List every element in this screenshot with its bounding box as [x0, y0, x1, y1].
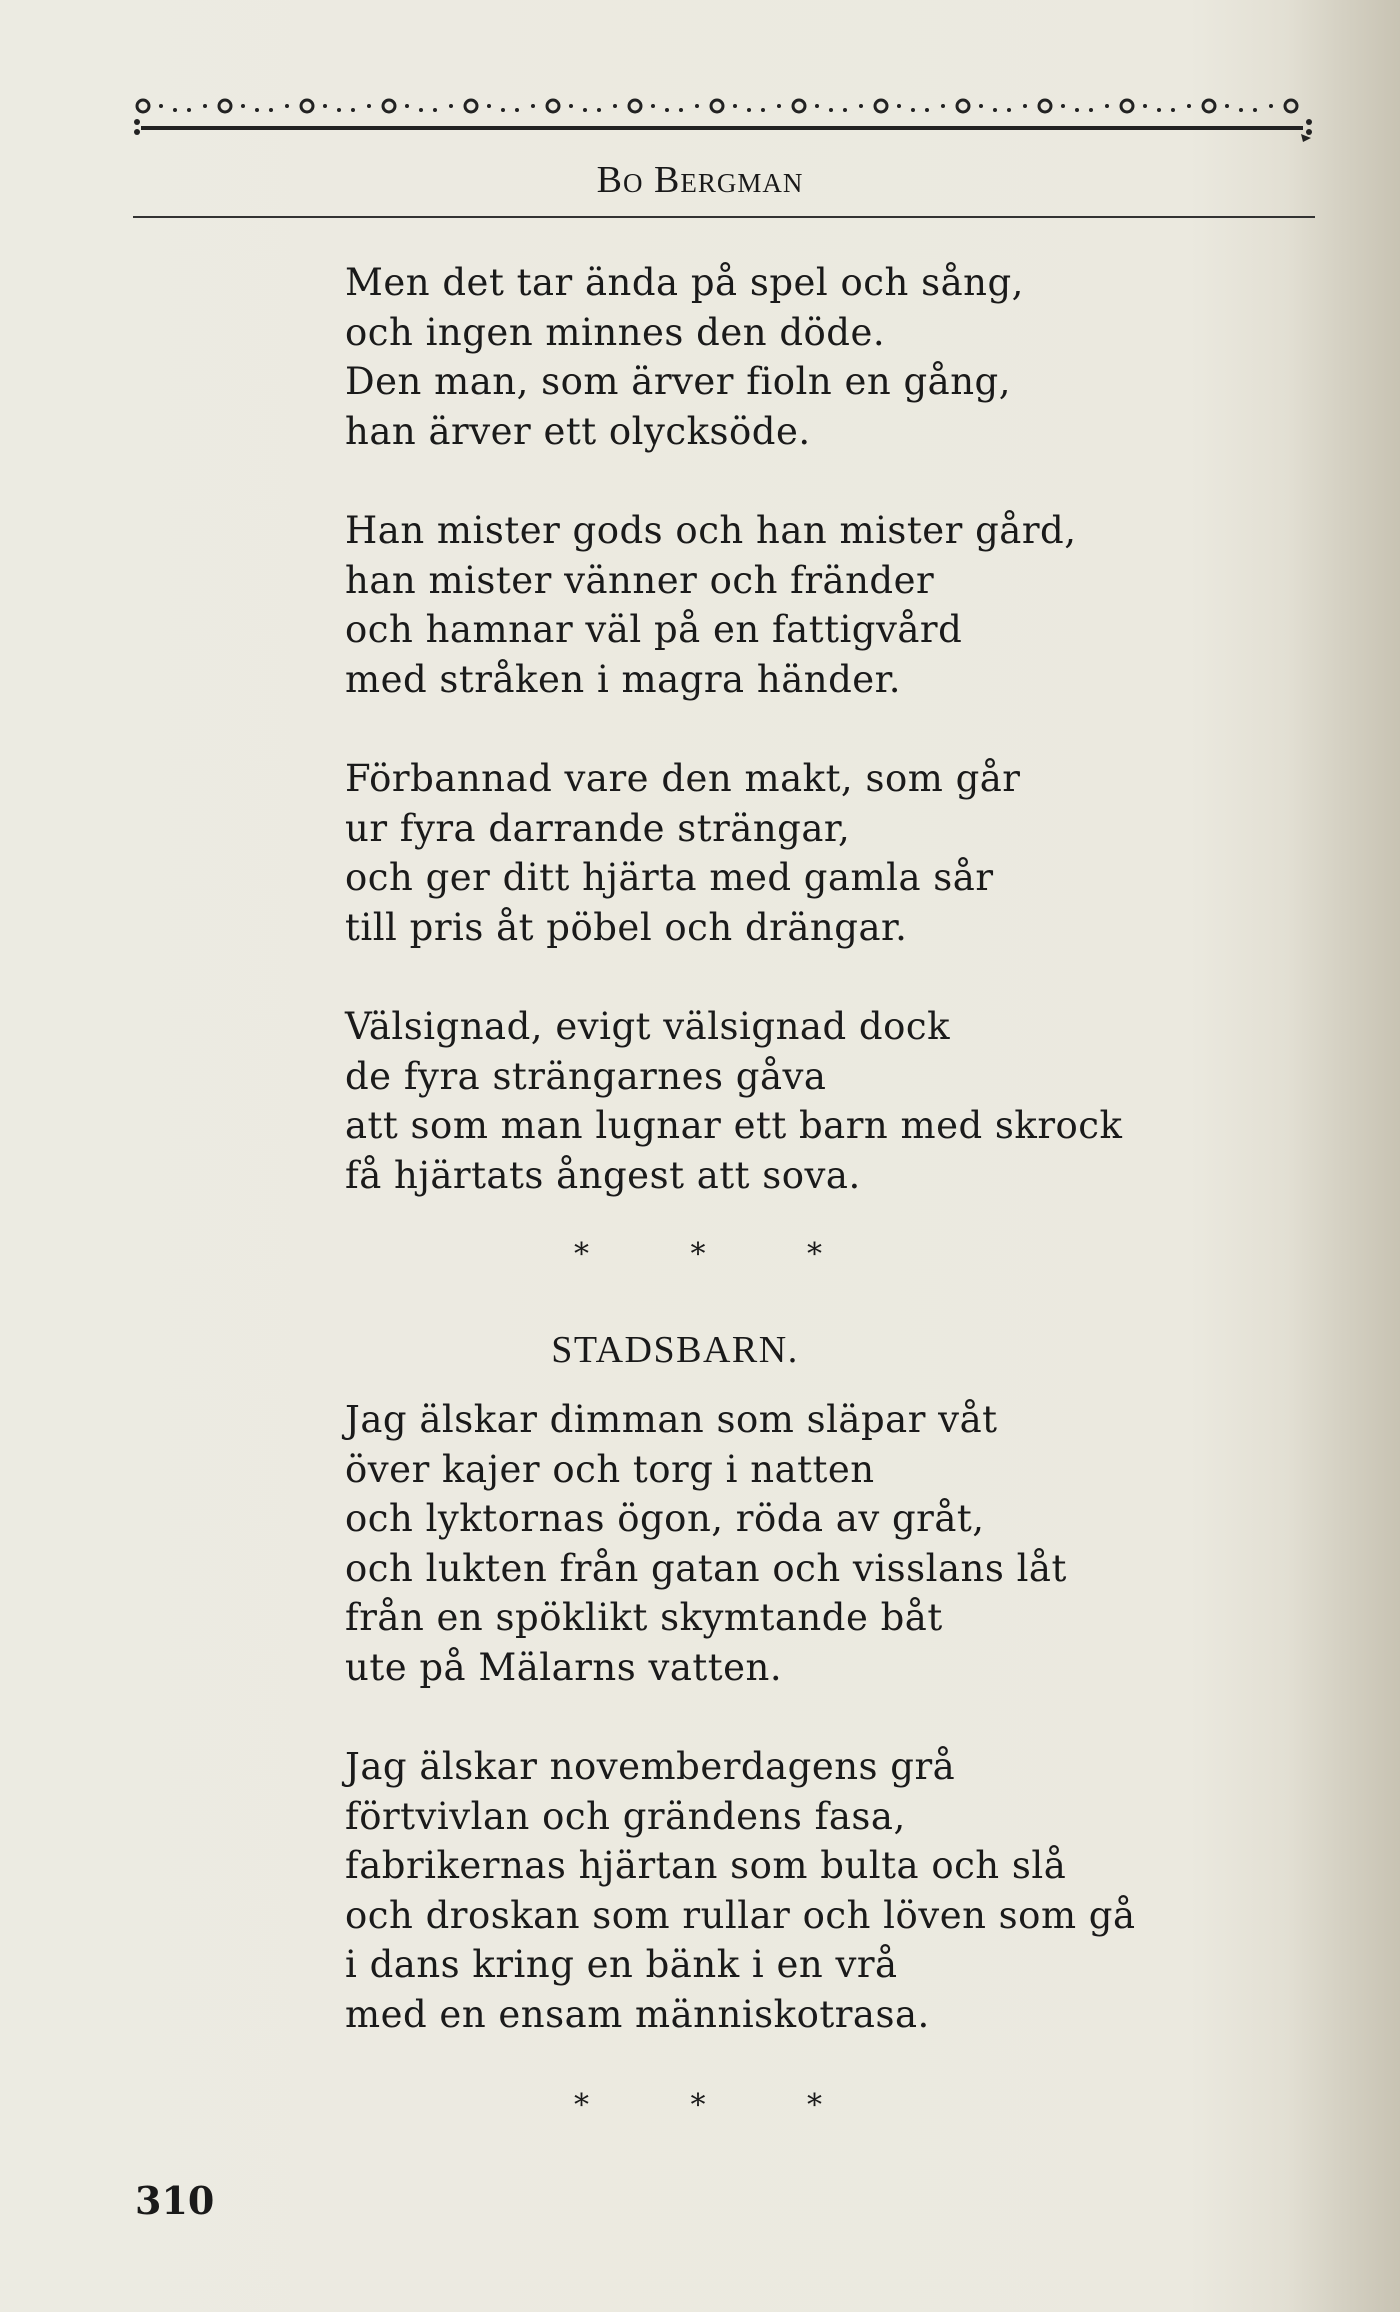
verse-line: i dans kring en bänk i en vrå [345, 1943, 898, 1986]
verse-line: de fyra strängarnes gåva [345, 1054, 827, 1098]
verse-line: få hjärtats ångest att sova. [345, 1153, 861, 1197]
stanza [345, 506, 1305, 704]
verse-line: han ärver ett olycksöde. [345, 409, 811, 453]
verse-line: förtvivlan och grändens fasa, [345, 1794, 906, 1838]
verse-line: att som man lugnar ett barn med skrock [345, 1104, 1123, 1147]
verse-line: Välsignad, evigt välsignad dock [345, 1005, 951, 1048]
verse-line: från en spöklikt skymtande båt [345, 1596, 943, 1639]
page-number: 310 [135, 2178, 215, 2223]
verse-line: till pris åt pöbel och drängar. [345, 905, 908, 949]
section-separator: * * * [573, 2088, 869, 2123]
verse-line: fabrikernas hjärtan som bulta och slå [345, 1844, 1067, 1887]
section-separator: * * * [573, 1237, 869, 1272]
running-head: Bo Bergman [596, 159, 804, 201]
stanza [345, 258, 1305, 456]
verse-line: och ger ditt hjärta med gamla sår [345, 856, 994, 899]
verse-line: över kajer och torg i natten [345, 1447, 875, 1491]
verse-line: och hamnar väl på en fattigvård [345, 608, 963, 651]
verse-line: ute på Mälarns vatten. [345, 1645, 783, 1689]
header-rule [133, 216, 1315, 218]
verse-line: och droskan som rullar och löven som gå [345, 1893, 1136, 1937]
verse-line: och lukten från gatan och visslans låt [345, 1546, 1067, 1590]
verse-line: med en ensam människotrasa. [345, 1992, 930, 2036]
stanza [345, 754, 1305, 952]
verse-line: han mister vänner och fränder [345, 558, 935, 602]
stanza [345, 1002, 1305, 1200]
verse-line: Jag älskar dimman som släpar våt [345, 1398, 998, 1441]
decorative-border-ornament [133, 92, 1313, 144]
verse-line: och ingen minnes den döde. [345, 310, 886, 354]
verse-line: Den man, som ärver fioln en gång, [345, 360, 1011, 403]
verse-line: Jag älskar novemberdagens grå [345, 1745, 956, 1788]
verse-line: med stråken i magra händer. [345, 657, 902, 701]
verse-line: Förbannad vare den makt, som går [345, 757, 1021, 800]
poem-body [345, 258, 1305, 2177]
verse-line: Men det tar ända på spel och sång, [345, 261, 1024, 304]
stanza [345, 1395, 1305, 1692]
verse-line: Han mister gods och han mister gård, [345, 509, 1077, 552]
poem-title: STADSBARN. [551, 1328, 799, 1371]
verse-line: ur fyra darrande strängar, [345, 806, 851, 850]
stanza [345, 1742, 1305, 2039]
verse-line: och lyktornas ögon, röda av gråt, [345, 1497, 985, 1540]
